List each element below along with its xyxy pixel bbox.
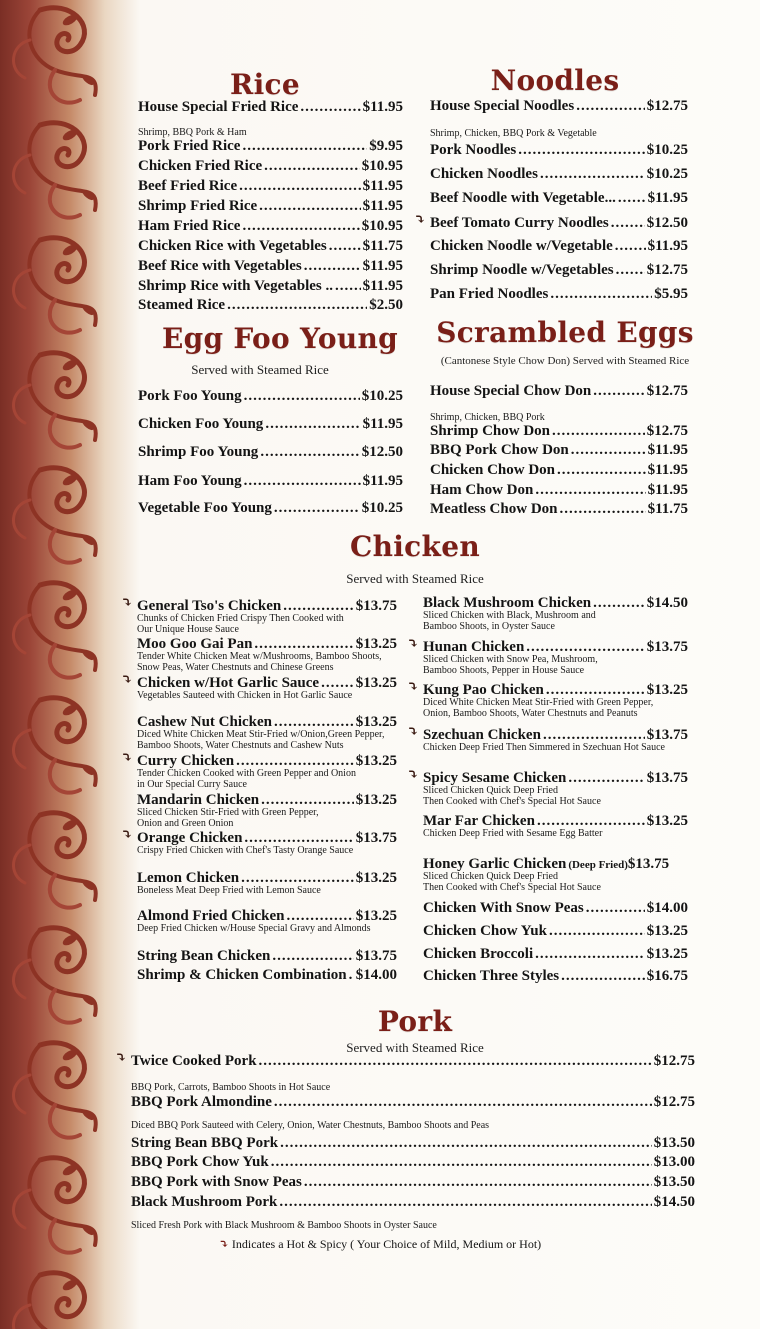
- rice-item: [138, 158, 403, 175]
- pork-item: [131, 1194, 695, 1211]
- item-name: Pork Noodles: [430, 142, 517, 158]
- item-description: Chicken Deep Fried Then Simmered in Szechuan Hot Sauce: [423, 742, 665, 753]
- item-price: $12.75: [646, 98, 688, 114]
- leader-dots: [265, 416, 360, 433]
- egg_foo_young-item: [138, 388, 403, 405]
- item-name: House Special Noodles: [430, 98, 575, 114]
- item-name: Hunan Chicken: [423, 639, 525, 655]
- item-description: BBQ Pork, Carrots, Bamboo Shoots in Hot Sauce: [131, 1082, 331, 1093]
- item-name: String Bean Chicken: [137, 948, 271, 964]
- item-description: Chicken Deep Fried with Sesame Egg Batter: [423, 828, 603, 839]
- item-price: $13.75: [355, 948, 397, 964]
- hot-spicy-icon: ⤵: [121, 751, 133, 766]
- leader-dots: [518, 142, 645, 159]
- pork-item: [131, 1154, 695, 1171]
- chicken-subtitle: Served with Steamed Rice: [346, 571, 484, 586]
- leader-dots: [557, 462, 646, 479]
- hot-spicy-icon: ⤵: [407, 725, 419, 740]
- item-description: Then Cooked with Chef's Special Hot Sauce: [423, 796, 601, 807]
- item-description: Shrimp, BBQ Pork & Ham: [138, 127, 247, 138]
- egg-foo-young-subtitle: Served with Steamed Rice: [191, 362, 329, 377]
- leader-dots: [561, 968, 645, 985]
- item-price: $12.50: [361, 444, 403, 460]
- item-name: Kung Pao Chicken: [423, 682, 544, 698]
- item-price: $13.25: [646, 923, 688, 939]
- chicken-heading: Chicken: [349, 530, 480, 563]
- leader-dots: [259, 1053, 652, 1070]
- item-price: $13.25: [646, 946, 688, 962]
- item-name: Shrimp Foo Young: [138, 444, 259, 460]
- leader-dots: [242, 138, 367, 155]
- item-name: BBQ Pork with Snow Peas: [131, 1174, 302, 1190]
- item-name: Beef Tomato Curry Noodles: [430, 215, 609, 231]
- item-price: $11.95: [647, 238, 688, 254]
- scrambled_eggs-item: [430, 462, 688, 479]
- item-price: $14.00: [646, 900, 688, 916]
- item-name: Chicken Chow Yuk: [423, 923, 547, 939]
- item-description: Sliced Chicken Stir-Fried with Green Pepper,: [137, 807, 319, 818]
- leader-dots: [593, 383, 644, 400]
- scrambled_eggs-item: [430, 442, 688, 459]
- leader-dots: [593, 595, 645, 612]
- leader-dots: [259, 198, 360, 215]
- pork-item: [131, 1053, 695, 1070]
- egg_foo_young-item: [138, 500, 403, 517]
- item-price: $10.25: [646, 142, 688, 158]
- item-name: Mar Far Chicken: [423, 813, 535, 829]
- item-description: Diced White Chicken Meat Stir-Fried w/Onion,Green Pepper,: [137, 729, 385, 740]
- hot-spicy-icon: ⤵: [121, 596, 133, 611]
- item-name: Black Mushroom Chicken: [423, 595, 592, 611]
- hot-spicy-icon: ⤵: [115, 1051, 127, 1066]
- noodles-item: [430, 98, 688, 115]
- item-price: $13.25: [646, 813, 688, 829]
- item-name: Chicken Chow Don: [430, 462, 556, 478]
- item-name: House Special Fried Rice: [138, 99, 299, 115]
- item-price: $11.95: [647, 442, 688, 458]
- item-price: $13.50: [653, 1174, 695, 1190]
- leader-dots: [227, 297, 367, 314]
- item-note: (Deep Fried): [568, 859, 628, 871]
- item-price: $11.95: [362, 278, 403, 294]
- item-name: Chicken Noodle w/Vegetable: [430, 238, 613, 254]
- item-name: Shrimp Chow Don: [430, 423, 551, 439]
- item-name: Lemon Chicken: [137, 870, 240, 886]
- leader-dots: [549, 923, 645, 940]
- noodles-item: [430, 142, 688, 159]
- noodles-item: [430, 286, 688, 303]
- hot-spicy-icon: ⤵: [121, 828, 133, 843]
- item-price: $2.50: [369, 297, 403, 313]
- leader-dots: [550, 286, 652, 303]
- item-description: Snow Peas, Water Chestnuts and Chinese Greens: [137, 662, 334, 673]
- item-name: Chicken Fried Rice: [138, 158, 263, 174]
- rice-item: [138, 218, 403, 235]
- noodles-item: [430, 166, 688, 183]
- item-name: Szechuan Chicken: [423, 727, 541, 743]
- hot-spicy-icon: ⤵: [407, 768, 419, 783]
- item-name: Beef Noodle with Vegetable...: [430, 190, 616, 206]
- item-price: $13.75: [646, 639, 688, 655]
- egg-foo-young-heading: Egg Foo Young: [161, 322, 399, 355]
- leader-dots: [618, 190, 646, 207]
- leader-dots: [335, 278, 361, 295]
- item-name: Shrimp & Chicken Combination: [137, 967, 347, 983]
- leader-dots: [552, 423, 645, 440]
- item-price: $11.75: [362, 238, 403, 254]
- egg_foo_young-item: [138, 416, 403, 433]
- leader-dots: [586, 900, 645, 917]
- item-price: $13.25: [355, 714, 397, 730]
- item-name: Chicken With Snow Peas: [423, 900, 584, 916]
- rice-item: [138, 278, 403, 295]
- item-name: Cashew Nut Chicken: [137, 714, 273, 730]
- leader-dots: [535, 946, 645, 963]
- item-price: $13.25: [355, 675, 397, 691]
- leader-dots: [329, 238, 361, 255]
- item-description: Bamboo Shoots, Pepper in House Sauce: [423, 665, 585, 676]
- item-description: Bamboo Shoots, Water Chestnuts and Cashew Nuts: [137, 740, 344, 751]
- item-name: Black Mushroom Pork: [131, 1194, 278, 1210]
- item-description: in Our Special Curry Sauce: [137, 779, 247, 790]
- item-price: $11.95: [647, 462, 688, 478]
- item-description: Crispy Fried Chicken with Chef's Tasty Orange Sauce: [137, 845, 354, 856]
- item-description: Diced White Chicken Meat Stir-Fried with Green Pepper,: [423, 697, 654, 708]
- item-price: $11.95: [647, 482, 688, 498]
- rice-item: [138, 138, 403, 155]
- leader-dots: [244, 388, 360, 405]
- pork-heading: Pork: [377, 1005, 453, 1038]
- pork-item: [131, 1174, 695, 1191]
- pork-subtitle: Served with Steamed Rice: [346, 1040, 484, 1055]
- item-price: $10.25: [361, 500, 403, 516]
- hot-spicy-icon: ⤵: [414, 213, 426, 228]
- item-price: $11.75: [647, 501, 688, 517]
- item-name: Moo Goo Gai Pan: [137, 636, 253, 652]
- item-price: $13.00: [653, 1154, 695, 1170]
- leader-dots: [280, 1135, 652, 1152]
- hot-spicy-icon: ⤵: [407, 680, 419, 695]
- leader-dots: [264, 158, 360, 175]
- footer-note: [0, 1237, 760, 1252]
- leader-dots: [616, 262, 645, 279]
- item-name: Ham Foo Young: [138, 473, 242, 489]
- item-name: Chicken Foo Young: [138, 416, 264, 432]
- item-price: $13.25: [355, 908, 397, 924]
- item-description: Sliced Fresh Pork with Black Mushroom & Bamboo Shoots in Oyster Sauce: [131, 1220, 437, 1231]
- noodles-heading: Noodles: [490, 64, 620, 97]
- pork-item: [131, 1094, 695, 1111]
- item-price: $13.75: [646, 770, 688, 786]
- noodles-item: [430, 190, 688, 207]
- item-name: Pan Fried Noodles: [430, 286, 549, 302]
- item-name: Mandarin Chicken: [137, 792, 260, 808]
- item-name: Chicken Three Styles: [423, 968, 560, 984]
- leader-dots: [540, 166, 645, 183]
- item-price: $13.25: [355, 636, 397, 652]
- leader-dots: [535, 482, 645, 499]
- leader-dots: [560, 501, 646, 518]
- item-description: Onion and Green Onion: [137, 818, 234, 829]
- pork-item: [131, 1135, 695, 1152]
- leader-dots: [271, 1154, 652, 1171]
- item-price: $12.50: [646, 215, 688, 231]
- item-name: Beef Rice with Vegetables: [138, 258, 302, 274]
- item-name: BBQ Pork Almondine: [131, 1094, 272, 1110]
- leader-dots: [611, 215, 645, 232]
- item-price: $13.75: [355, 830, 397, 846]
- item-description: Sliced Chicken with Black, Mushroom and: [423, 610, 596, 621]
- leader-dots: [300, 99, 360, 116]
- chickenRight-item: [423, 923, 688, 940]
- item-price: $11.95: [362, 198, 403, 214]
- item-price: $13.25: [646, 682, 688, 698]
- rice-item: [138, 238, 403, 255]
- item-name: String Bean BBQ Pork: [131, 1135, 279, 1151]
- item-price: $9.95: [369, 138, 403, 154]
- item-price: $13.25: [355, 753, 397, 769]
- item-price: $14.50: [646, 595, 688, 611]
- leader-dots: [304, 258, 361, 275]
- chickenRight-item: [423, 900, 688, 917]
- item-name: Curry Chicken: [137, 753, 235, 769]
- item-description: Deep Fried Chicken w/House Special Gravy and Almonds: [137, 923, 371, 934]
- leader-dots: [274, 1094, 652, 1111]
- noodles-item: [430, 262, 688, 279]
- leader-dots: [304, 1174, 652, 1191]
- item-description: Shrimp, Chicken, BBQ Pork & Vegetable: [430, 128, 597, 139]
- item-name: Twice Cooked Pork: [131, 1053, 257, 1069]
- item-price: $13.25: [355, 870, 397, 886]
- rice-item: [138, 99, 403, 116]
- item-price: $14.50: [653, 1194, 695, 1210]
- chickenLeft-item: [137, 948, 397, 965]
- item-price: $13.50: [653, 1135, 695, 1151]
- item-description: Sliced Chicken Quick Deep Fried: [423, 871, 558, 882]
- item-price: $11.95: [647, 190, 688, 206]
- item-price: $11.95: [362, 178, 403, 194]
- item-description: Shrimp, Chicken, BBQ Pork: [430, 412, 545, 423]
- item-description: Tender Chicken Cooked with Green Pepper and Onion: [137, 768, 356, 779]
- item-name: Shrimp Fried Rice: [138, 198, 258, 214]
- item-price: $13.25: [355, 792, 397, 808]
- item-name: Chicken Noodles: [430, 166, 538, 182]
- item-price: $11.95: [362, 416, 403, 432]
- item-price: $10.25: [361, 388, 403, 404]
- noodles-item: [430, 215, 688, 232]
- item-price: $11.95: [362, 473, 403, 489]
- item-price: $16.75: [646, 968, 688, 984]
- rice-item: [138, 178, 403, 195]
- item-description: Chunks of Chicken Fried Crispy Then Cooked with: [137, 613, 344, 624]
- footer-text: Indicates a Hot & Spicy ( Your Choice of Mild, Medium or Hot): [231, 1237, 542, 1251]
- leader-dots: [239, 178, 360, 195]
- item-price: $12.75: [646, 383, 688, 399]
- item-name: Shrimp Rice with Vegetables ..: [138, 278, 333, 294]
- item-name: Pork Foo Young: [138, 388, 242, 404]
- scrambled_eggs-item: [430, 482, 688, 499]
- item-description: Onion, Bamboo Shoots, Water Chestnuts and Peanuts: [423, 708, 638, 719]
- item-name: Ham Chow Don: [430, 482, 534, 498]
- item-price: $10.95: [361, 218, 403, 234]
- leader-dots: [260, 444, 359, 461]
- item-price: $10.25: [646, 166, 688, 182]
- leader-dots: [568, 770, 644, 787]
- rice-heading: Rice: [230, 68, 300, 101]
- item-price: $12.75: [646, 262, 688, 278]
- hot-spicy-icon: ⤵: [218, 1237, 229, 1251]
- hot-spicy-icon: ⤵: [121, 673, 133, 688]
- leader-dots: [272, 948, 353, 965]
- rice-item: [138, 258, 403, 275]
- noodles-item: [430, 238, 688, 255]
- item-description: Sliced Chicken Quick Deep Fried: [423, 785, 558, 796]
- item-price: $11.95: [362, 99, 403, 115]
- item-name: BBQ Pork Chow Yuk: [131, 1154, 269, 1170]
- scrambled_eggs-item: [430, 383, 688, 400]
- item-name: House Special Chow Don: [430, 383, 592, 399]
- chickenRight-item: [423, 968, 688, 985]
- item-description: Sliced Chicken with Snow Pea, Mushroom,: [423, 654, 598, 665]
- item-price: $13.75: [646, 727, 688, 743]
- item-name: Meatless Chow Don: [430, 501, 558, 517]
- item-price: $14.00: [355, 967, 397, 983]
- item-name: Ham Fried Rice: [138, 218, 241, 234]
- item-name: Vegetable Foo Young: [138, 500, 272, 516]
- item-price: $12.75: [646, 423, 688, 439]
- item-description: Boneless Meat Deep Fried with Lemon Sauce: [137, 885, 321, 896]
- scrambled_eggs-item: [430, 501, 688, 518]
- leader-dots: [576, 98, 645, 115]
- leader-dots: [349, 967, 354, 984]
- scrambled-eggs-heading: Scrambled Eggs: [436, 316, 694, 349]
- item-name: Chicken Rice with Vegetables: [138, 238, 327, 254]
- item-description: Vegetables Sauteed with Chicken in Hot Garlic Sauce: [137, 690, 353, 701]
- leader-dots: [615, 238, 646, 255]
- rice-item: [138, 198, 403, 215]
- item-price: $12.75: [653, 1053, 695, 1069]
- leader-dots: [279, 1194, 651, 1211]
- chickenRight-item: [423, 946, 688, 963]
- item-description: Tender White Chicken Meat w/Mushrooms, Bamboo Shoots,: [137, 651, 382, 662]
- leader-dots: [274, 500, 360, 517]
- item-description: Our Unique House Sauce: [137, 624, 239, 635]
- item-name: Spicy Sesame Chicken: [423, 770, 567, 786]
- item-name: General Tso's Chicken: [137, 598, 282, 614]
- item-description: Diced BBQ Pork Sauteed with Celery, Onion, Water Chestnuts, Bamboo Shoots and Peas: [131, 1120, 490, 1131]
- item-name: Pork Fried Rice: [138, 138, 241, 154]
- item-price: $5.95: [654, 286, 688, 302]
- floral-border-decoration: [0, 0, 125, 1329]
- item-description: Then Cooked with Chef's Special Hot Sauce: [423, 882, 601, 893]
- chickenLeft-item: [137, 967, 397, 984]
- egg_foo_young-item: [138, 473, 403, 490]
- item-name: Chicken w/Hot Garlic Sauce: [137, 675, 320, 691]
- item-name: Chicken Broccoli: [423, 946, 534, 962]
- scrambled_eggs-item: [430, 423, 688, 440]
- leader-dots: [244, 473, 361, 490]
- item-description: Bamboo Shoots, in Oyster Sauce: [423, 621, 555, 632]
- item-price: $11.95: [362, 258, 403, 274]
- item-price: $13.75: [627, 856, 670, 872]
- item-price: $10.95: [361, 158, 403, 174]
- item-price: $12.75: [653, 1094, 695, 1110]
- item-name: Steamed Rice: [138, 297, 226, 313]
- item-name: Almond Fried Chicken: [137, 908, 285, 924]
- item-name: Honey Garlic Chicken: [423, 856, 567, 872]
- egg_foo_young-item: [138, 444, 403, 461]
- item-name: Beef Fried Rice: [138, 178, 238, 194]
- leader-dots: [571, 442, 646, 459]
- item-name: Shrimp Noodle w/Vegetables: [430, 262, 614, 278]
- rice-item: [138, 297, 403, 314]
- scrambled-eggs-subtitle: (Cantonese Style Chow Don) Served with Steamed Rice: [440, 355, 690, 367]
- item-name: Orange Chicken: [137, 830, 243, 846]
- item-price: $13.75: [355, 598, 397, 614]
- item-name: BBQ Pork Chow Don: [430, 442, 569, 458]
- leader-dots: [242, 218, 359, 235]
- hot-spicy-icon: ⤵: [407, 637, 419, 652]
